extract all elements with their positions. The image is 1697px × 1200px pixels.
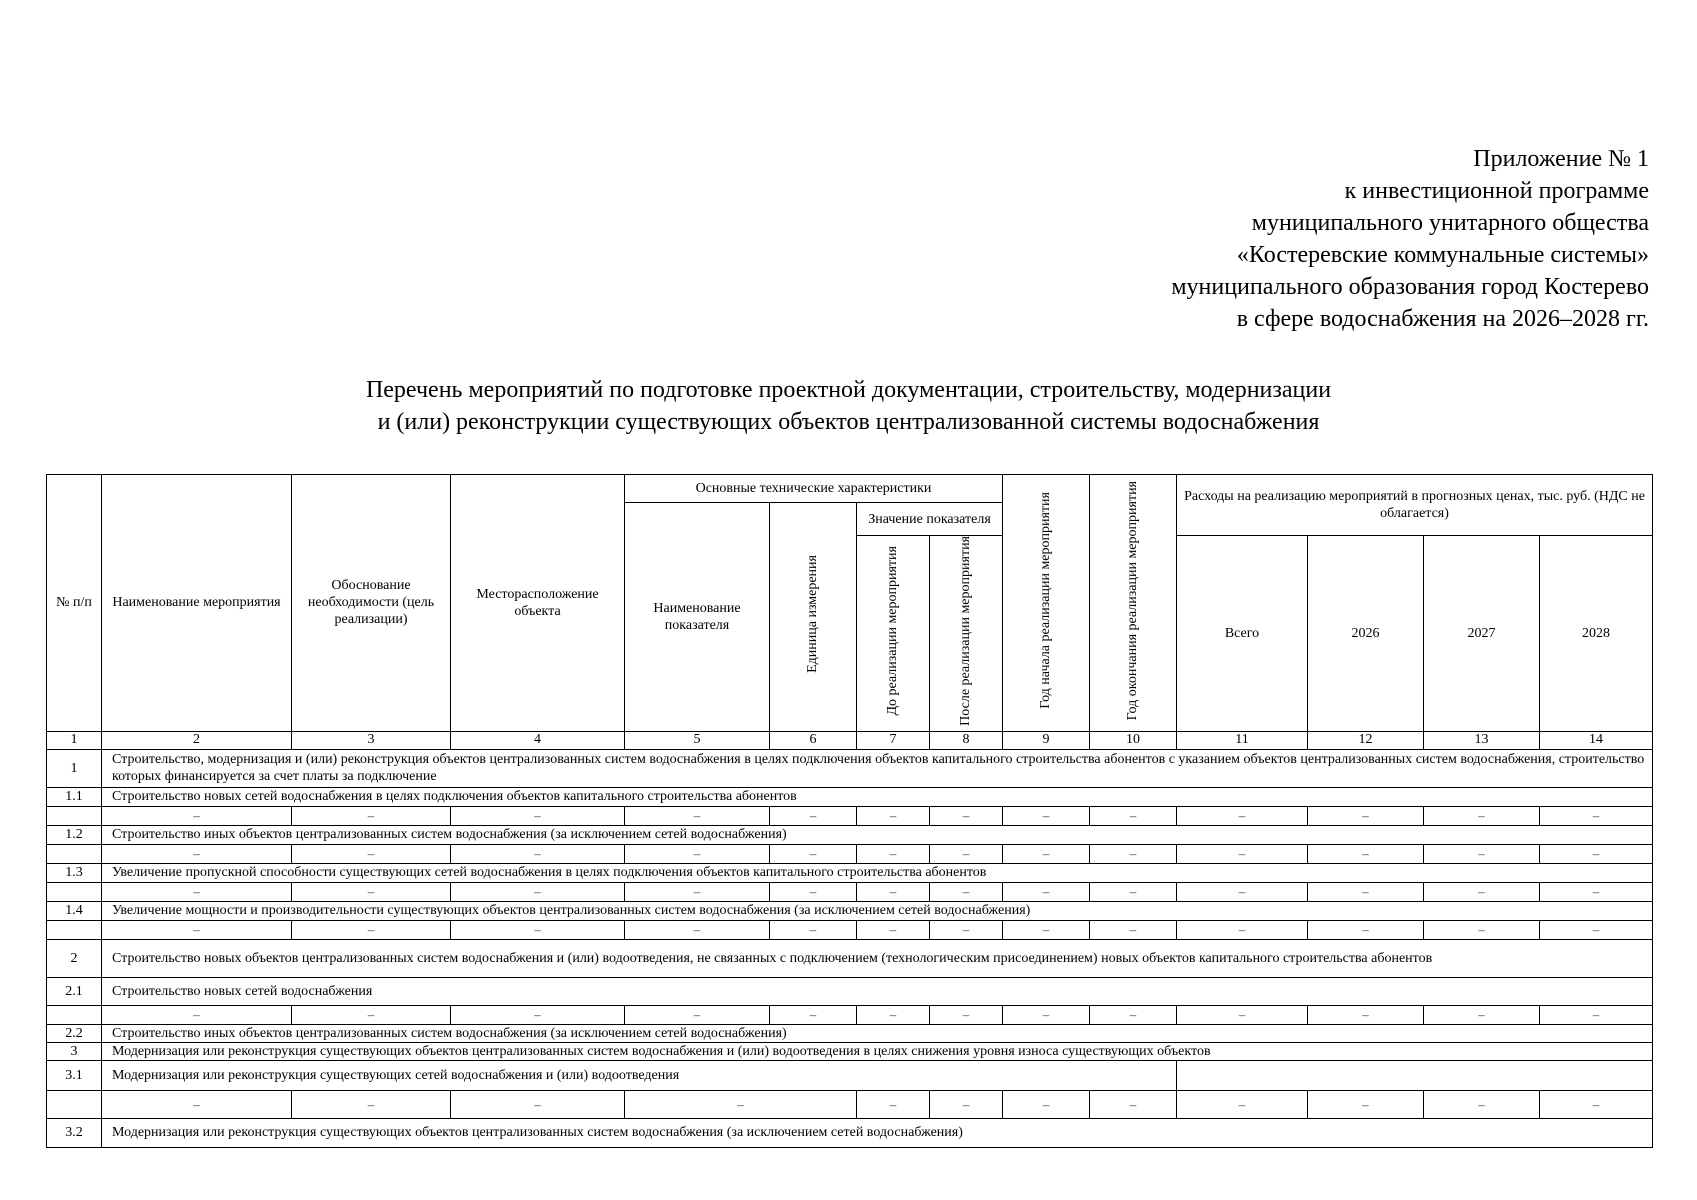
header-location: Месторасположение объекта — [451, 475, 625, 732]
empty-cell — [47, 920, 102, 939]
dash-cell: – — [1424, 806, 1540, 825]
dash-cell: – — [451, 844, 625, 863]
dash-cell: – — [1090, 920, 1177, 939]
column-number: 11 — [1177, 731, 1308, 749]
dash-cell: – — [1540, 844, 1653, 863]
column-number: 4 — [451, 731, 625, 749]
header-after-cell — [930, 536, 1003, 732]
empty-row — [47, 882, 1653, 901]
column-number: 12 — [1308, 731, 1424, 749]
appendix-line: Приложение № 1 — [1473, 146, 1649, 172]
dash-cell: – — [770, 844, 857, 863]
dash-cell: – — [857, 844, 930, 863]
dash-cell: – — [770, 806, 857, 825]
empty-cell — [47, 806, 102, 825]
empty-cell — [47, 844, 102, 863]
column-number: 6 — [770, 731, 857, 749]
dash-cell: – — [102, 844, 292, 863]
dash-cell: – — [1308, 806, 1424, 825]
section-title: Модернизация или реконструкция существующих сетей водоснабжения и (или) водоотведения — [102, 1060, 1177, 1090]
header-2028: 2028 — [1540, 536, 1653, 732]
dash-cell: – — [1003, 1090, 1090, 1118]
dash-cell: – — [1090, 1005, 1177, 1024]
section-number: 2.2 — [47, 1024, 102, 1042]
header-2027: 2027 — [1424, 536, 1540, 732]
dash-cell: – — [102, 806, 292, 825]
dash-cell: – — [1177, 1090, 1308, 1118]
empty-row — [47, 920, 1653, 939]
dash-cell: – — [451, 806, 625, 825]
empty-cell — [47, 1005, 102, 1024]
dash-cell: – — [1177, 844, 1308, 863]
dash-cell: – — [930, 882, 1003, 901]
dash-cell: – — [857, 1090, 930, 1118]
dash-cell: – — [770, 882, 857, 901]
column-number: 2 — [102, 731, 292, 749]
column-number: 10 — [1090, 731, 1177, 749]
column-number: 7 — [857, 731, 930, 749]
section-row — [47, 901, 1653, 920]
dash-cell: – — [625, 1005, 770, 1024]
empty-cell — [47, 882, 102, 901]
dash-cell: – — [1177, 882, 1308, 901]
dash-cell: – — [102, 920, 292, 939]
dash-cell: – — [1003, 1005, 1090, 1024]
dash-cell: – — [625, 882, 770, 901]
section-title: Строительство новых сетей водоснабжения — [102, 977, 1653, 1005]
column-number: 14 — [1540, 731, 1653, 749]
header-year-end-cell — [1090, 475, 1177, 732]
dash-cell: – — [451, 1090, 625, 1118]
title-line: Перечень мероприятий по подготовке проектной документации, строительству, модернизации — [365, 377, 1332, 403]
dash-cell: – — [1424, 844, 1540, 863]
dash-cell: – — [1540, 1005, 1653, 1024]
header-year-end: Год окончания реализации мероприятия — [1125, 480, 1140, 721]
dash-cell: – — [1090, 806, 1177, 825]
header-name: Наименование мероприятия — [102, 475, 292, 732]
dash-cell: – — [1424, 1090, 1540, 1118]
empty-cell — [47, 1090, 102, 1118]
dash-cell: – — [1090, 1090, 1177, 1118]
dash-cell: – — [1177, 806, 1308, 825]
section-number: 3 — [47, 1042, 102, 1060]
section-row — [47, 1042, 1653, 1060]
header-unit-cell — [770, 503, 857, 732]
appendix-line: «Костеревские коммунальные системы» — [1236, 242, 1649, 268]
section-number: 1 — [47, 749, 102, 787]
dash-cell: – — [1424, 920, 1540, 939]
header-costs-group: Расходы на реализацию мероприятий в прогнозных ценах, тыс. руб. (НДС не облагается) — [1177, 475, 1653, 536]
dash-cell: – — [930, 844, 1003, 863]
dash-cell: – — [1177, 1005, 1308, 1024]
empty-row — [47, 1090, 1653, 1118]
section-row — [47, 977, 1653, 1005]
header-num: № п/п — [47, 475, 102, 732]
section-title: Строительство иных объектов централизованных систем водоснабжения (за исключением сетей водоснабжения) — [102, 825, 1653, 844]
dash-cell: – — [102, 882, 292, 901]
dash-cell: – — [625, 806, 770, 825]
dash-cell: – — [857, 882, 930, 901]
dash-cell: – — [1003, 806, 1090, 825]
dash-cell: – — [1424, 1005, 1540, 1024]
section-number: 2 — [47, 939, 102, 977]
section-row — [47, 787, 1653, 806]
dash-cell: – — [625, 920, 770, 939]
column-number-row — [47, 731, 1653, 749]
section-row — [47, 1060, 1653, 1090]
section-number: 1.1 — [47, 787, 102, 806]
column-number: 9 — [1003, 731, 1090, 749]
dash-cell: – — [1308, 844, 1424, 863]
empty-row — [47, 1005, 1653, 1024]
empty-cell — [1177, 1060, 1653, 1090]
dash-cell: – — [770, 920, 857, 939]
dash-cell: – — [930, 806, 1003, 825]
section-number: 3.1 — [47, 1060, 102, 1090]
dash-cell: – — [1308, 920, 1424, 939]
section-title: Строительство новых объектов централизованных систем водоснабжения и (или) водоотведения, не связанных с подключением (технологическим присоединением) новых объектов капитального строительства абонентов — [102, 939, 1653, 977]
header-tech-group: Основные технические характеристики — [625, 475, 1003, 503]
column-number: 8 — [930, 731, 1003, 749]
dash-cell: – — [292, 1090, 451, 1118]
section-row — [47, 1118, 1653, 1147]
dash-cell: – — [451, 920, 625, 939]
dash-cell: – — [857, 1005, 930, 1024]
header-before-cell — [857, 536, 930, 732]
dash-cell: – — [1540, 882, 1653, 901]
appendix-line: муниципального образования город Костерево — [1171, 274, 1649, 300]
empty-row — [47, 844, 1653, 863]
dash-cell: – — [292, 882, 451, 901]
dash-cell: – — [1308, 882, 1424, 901]
dash-cell: – — [1540, 806, 1653, 825]
dash-cell: – — [1424, 882, 1540, 901]
dash-cell: – — [292, 920, 451, 939]
title-line: и (или) реконструкции существующих объектов централизованной системы водоснабжения — [377, 409, 1320, 435]
dash-cell: – — [625, 844, 770, 863]
section-number: 1.4 — [47, 901, 102, 920]
header-year-start-cell — [1003, 475, 1090, 732]
header-year-start: Год начала реализации мероприятия — [1038, 492, 1053, 709]
dash-cell: – — [1177, 920, 1308, 939]
section-title: Модернизация или реконструкция существующих объектов централизованных систем водоснабжения (за исключением сетей водоснабжения) — [102, 1118, 1653, 1147]
column-number: 1 — [47, 731, 102, 749]
dash-cell: – — [770, 1005, 857, 1024]
section-title: Строительство иных объектов централизованных систем водоснабжения (за исключением сетей водоснабжения) — [102, 1024, 1653, 1042]
section-title: Строительство новых сетей водоснабжения в целях подключения объектов капитального строительства абонентов — [102, 787, 1653, 806]
dash-cell: – — [930, 920, 1003, 939]
dash-cell: – — [1540, 1090, 1653, 1118]
empty-row — [47, 806, 1653, 825]
section-title: Модернизация или реконструкция существующих объектов централизованных систем водоснабжения и (или) водоотведения в целях снижения уровня износа существующих объектов — [102, 1042, 1653, 1060]
dash-cell: – — [1003, 844, 1090, 863]
appendix-line: в сфере водоснабжения на 2026–2028 гг. — [1236, 306, 1649, 332]
section-row — [47, 939, 1653, 977]
section-number: 1.3 — [47, 863, 102, 882]
dash-cell: – — [102, 1090, 292, 1118]
section-title: Строительство, модернизация и (или) реконструкция объектов централизованных систем водоснабжения в целях подключения объектов капитального строительства абонентов с указанием объектов централизованных систем водоснабжения, строительство которых финансируется за счет платы за подключение — [102, 749, 1653, 787]
header-2026: 2026 — [1308, 536, 1424, 732]
dash-cell: – — [1540, 920, 1653, 939]
dash-cell: – — [625, 1090, 857, 1118]
dash-cell: – — [292, 844, 451, 863]
dash-cell: – — [857, 920, 930, 939]
header-indicator-value: Значение показателя — [857, 503, 1003, 536]
column-number: 3 — [292, 731, 451, 749]
section-number: 3.2 — [47, 1118, 102, 1147]
dash-cell: – — [1308, 1090, 1424, 1118]
header-indicator-name: Наименование показателя — [625, 503, 770, 732]
appendix-line: муниципального унитарного общества — [1251, 210, 1649, 236]
column-number: 13 — [1424, 731, 1540, 749]
header-justification: Обоснование необходимости (цель реализации) — [292, 475, 451, 732]
column-number: 5 — [625, 731, 770, 749]
dash-cell: – — [102, 1005, 292, 1024]
appendix-line: к инвестиционной программе — [1344, 178, 1649, 204]
dash-cell: – — [451, 1005, 625, 1024]
dash-cell: – — [1090, 844, 1177, 863]
section-row — [47, 1024, 1653, 1042]
dash-cell: – — [930, 1005, 1003, 1024]
section-title: Увеличение мощности и производительности существующих объектов централизованных систем водоснабжения (за исключением сетей водоснабжения) — [102, 901, 1653, 920]
header-after: После реализации мероприятия — [958, 536, 973, 726]
header-before: До реализации мероприятия — [885, 546, 900, 716]
appendix-reference — [889, 143, 1649, 335]
document-title — [0, 374, 1697, 438]
dash-cell: – — [1003, 882, 1090, 901]
dash-cell: – — [857, 806, 930, 825]
dash-cell: – — [930, 1090, 1003, 1118]
section-row — [47, 825, 1653, 844]
section-row — [47, 863, 1653, 882]
measures-table — [46, 474, 1653, 1148]
section-number: 2.1 — [47, 977, 102, 1005]
dash-cell: – — [451, 882, 625, 901]
header-unit: Единица измерения — [805, 555, 820, 674]
section-number: 1.2 — [47, 825, 102, 844]
dash-cell: – — [292, 1005, 451, 1024]
section-row — [47, 749, 1653, 787]
section-title: Увеличение пропускной способности существующих сетей водоснабжения в целях подключения объектов капитального строительства абонентов — [102, 863, 1653, 882]
dash-cell: – — [1090, 882, 1177, 901]
dash-cell: – — [1308, 1005, 1424, 1024]
header-total: Всего — [1177, 536, 1308, 732]
header-row — [47, 475, 1653, 503]
dash-cell: – — [1003, 920, 1090, 939]
dash-cell: – — [292, 806, 451, 825]
